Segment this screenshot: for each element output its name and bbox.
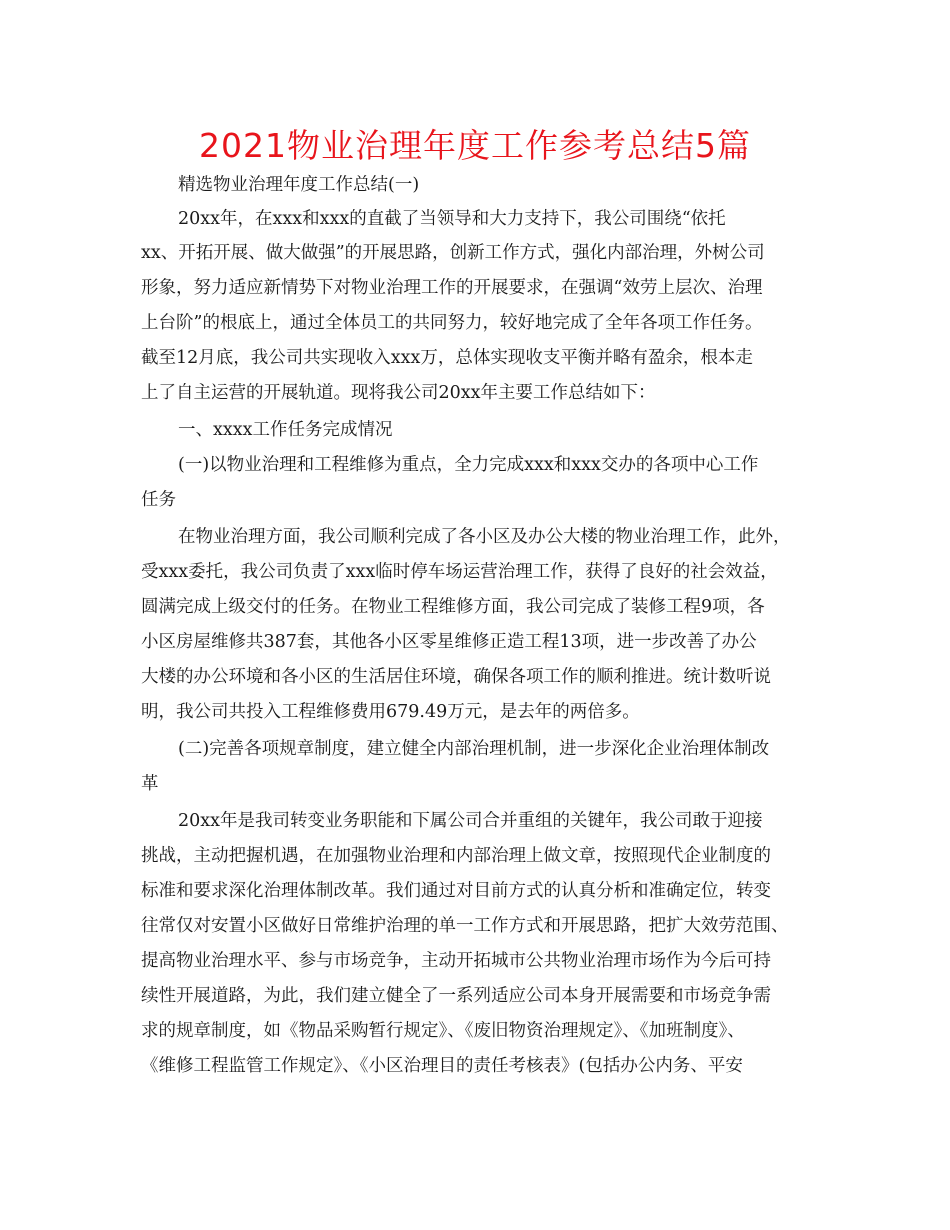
paragraph-line: 形象，努力适应新情势下对物业治理工作的开展要求，在强调“效劳上层次、治理 (141, 278, 763, 298)
paragraph-line: 受xxx委托，我公司负责了xxx临时停车场运营治理工作，获得了良好的社会效益， (141, 562, 778, 582)
paragraph-line: 明，我公司共投入工程维修费用679.49万元，是去年的两倍多。 (141, 702, 640, 722)
subsection-heading: (一)以物业治理和工程维修为重点，全力完成xxx和xxx交办的各项中心工作 (178, 455, 759, 475)
document-title: 2021物业治理年度工作参考总结5篇 (199, 126, 751, 165)
paragraph-line: 小区房屋维修共387套，其他各小区零星维修正造工程13项，进一步改善了办公 (141, 632, 757, 652)
paragraph-line: 20xx年是我司转变业务职能和下属公司合并重组的关键年，我公司敢于迎接 (178, 811, 763, 831)
section-heading: 一、xxxx工作任务完成情况 (178, 420, 393, 440)
subsection-heading-continued: 任务 (141, 490, 176, 510)
paragraph-line: xx、开拓开展、做大做强”的开展思路，创新工作方式，强化内部治理，外树公司 (141, 243, 765, 263)
paragraph-line: 标准和要求深化治理体制改革。我们通过对目前方式的认真分析和准确定位，转变 (141, 881, 771, 901)
paragraph-line: 大楼的办公环境和各小区的生活居住环境，确保各项工作的顺利推进。统计数听说 (141, 667, 771, 687)
paragraph-line: 续性开展道路，为此，我们建立健全了一系列适应公司本身开展需要和市场竞争需 (141, 986, 771, 1006)
paragraph-line: 往常仅对安置小区做好日常维护治理的单一工作方式和开展思路，把扩大效劳范围、 (141, 916, 789, 936)
paragraph-line: 《维修工程监管工作规定》、《小区治理目的责任考核表》(包括办公内务、平安 (141, 1056, 743, 1076)
subsection-heading-continued: 革 (141, 774, 159, 794)
paragraph-line: 上了自主运营的开展轨道。现将我公司20xx年主要工作总结如下： (141, 383, 656, 403)
paragraph-line: 圆满完成上级交付的任务。在物业工程维修方面，我公司完成了装修工程9项，各 (141, 597, 765, 617)
paragraph-line: 提高物业治理水平、参与市场竞争，主动开拓城市公共物业治理市场作为今后可持 (141, 951, 771, 971)
paragraph-line: 在物业治理方面，我公司顺利完成了各小区及办公大楼的物业治理工作，此外， (178, 527, 791, 547)
paragraph-line: 20xx年，在xxx和xxx的直截了当领导和大力支持下，我公司围绕“依托 (178, 209, 726, 229)
paragraph-line: 求的规章制度，如《物品采购暂行规定》、《废旧物资治理规定》、《加班制度》、 (141, 1021, 745, 1041)
subsection-heading: (二)完善各项规章制度，建立健全内部治理机制，进一步深化企业治理体制改 (178, 739, 770, 759)
paragraph-line: 截至12月底，我公司共实现收入xxx万，总体实现收支平衡并略有盈余，根本走 (141, 348, 753, 368)
paragraph-line: 上台阶”的根底上，通过全体员工的共同努力，较好地完成了全年各项工作任务。 (141, 313, 763, 333)
paragraph-line: 挑战，主动把握机遇，在加强物业治理和内部治理上做文章，按照现代企业制度的 (141, 846, 771, 866)
paragraph-line: 精选物业治理年度工作总结(一) (178, 175, 420, 195)
